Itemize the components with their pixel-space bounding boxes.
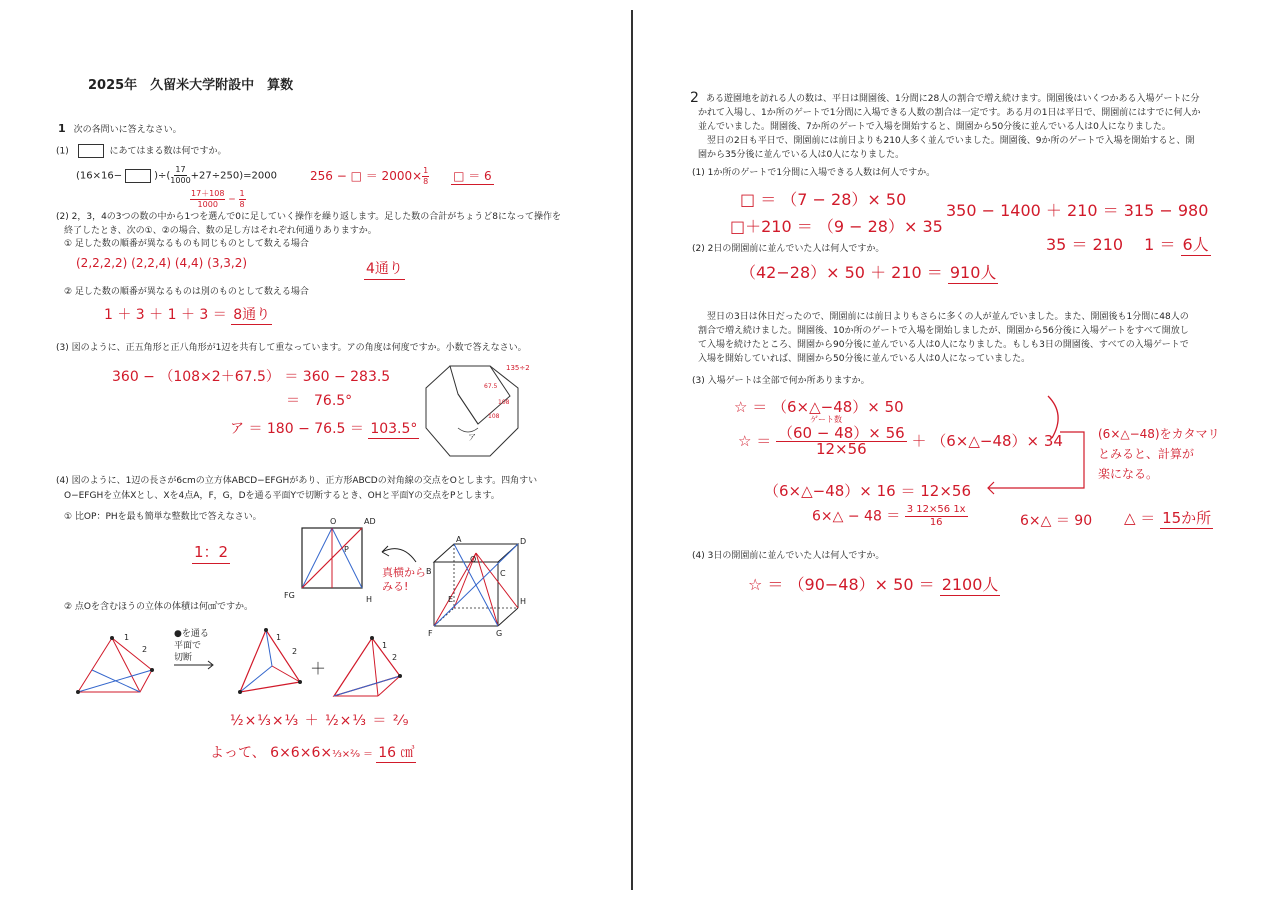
q1-p4-line1: 図のように、1辺の長さが6cmの立方体ABCD−EFGHがあり、正方形ABCDの対角線の交点をOとします。四角すい bbox=[71, 476, 538, 486]
pyramid-figure-3 bbox=[328, 632, 408, 702]
cube-edge bbox=[498, 608, 518, 626]
work3: ア ＝ 180 − 76.5 ＝ bbox=[230, 421, 364, 437]
work5: 1 ＝ bbox=[1144, 235, 1176, 254]
fig-note-135: 135÷2 bbox=[506, 364, 530, 372]
q1-p2-sub1: ① 足した数の順番が異なるものも同じものとして数える場合 bbox=[64, 239, 309, 249]
pyr2-blue bbox=[240, 666, 272, 692]
q2-p4-work-text: ☆ ＝ （90−48）× 50 ＝ bbox=[748, 575, 935, 594]
pyr1-vertex bbox=[76, 690, 80, 694]
q1-p4-final-answer: 16 ㎤ bbox=[378, 745, 415, 761]
w4-fraction bbox=[905, 504, 968, 529]
cube-red-line bbox=[476, 553, 518, 608]
pyr3-vertex bbox=[370, 636, 374, 640]
w6: △ ＝ bbox=[1124, 509, 1156, 527]
q2-p3-answer: 15か所 bbox=[1162, 509, 1212, 527]
bracket-curve bbox=[1048, 396, 1058, 438]
q1-p2-sub2-work bbox=[104, 304, 272, 324]
cut-note-2: 平面で bbox=[174, 641, 202, 651]
q1-p1-work bbox=[190, 189, 246, 210]
q1-p1-question bbox=[56, 144, 227, 159]
q1-p3-work2: ＝ 76.5° bbox=[286, 393, 353, 409]
q1-p2-sub1-answer: 4通り bbox=[364, 258, 405, 280]
q2-p3-work3: （6×△−48）× 16 ＝ 12×56 bbox=[764, 482, 972, 500]
pyr1-outline bbox=[78, 638, 152, 692]
octagon-shape bbox=[426, 366, 518, 456]
pyr3-label-2: 2 bbox=[392, 653, 398, 662]
q2-para1-line: かれて入場し、1か所のゲートで1分間に入場できる人数の割合は一定です。ある月の1日は平日で、開園前にはすでに何人か bbox=[698, 108, 1201, 118]
w2-num: （60 − 48）× 56 bbox=[778, 424, 905, 442]
pyr1-vertex bbox=[110, 636, 114, 640]
q1-p2-line1: 2，3，4の3つの数の中から1つを選んで0に足していく操作を繰り返します。足した数の合計がちょうど8になって操作を bbox=[71, 212, 561, 222]
plus-sign: ＋ bbox=[310, 659, 327, 678]
pyr3-blue bbox=[334, 676, 400, 696]
angle-arc bbox=[458, 428, 478, 432]
final-prefix: よって、 6×6×6× bbox=[210, 745, 333, 761]
pyr3-label-1: 1 bbox=[382, 641, 388, 650]
frac-num: 17 bbox=[175, 165, 186, 174]
q2-p2-label: (2) bbox=[692, 244, 705, 254]
q1-p1-answer-work bbox=[310, 166, 494, 187]
q1-p1-expression bbox=[76, 165, 277, 186]
q2-para2-line: 翌日の3日は休日だったので、開園前には前日よりもさらに多くの人が並んでいました。また、開園後も1分間に48人の bbox=[698, 312, 1189, 322]
q2-p3-work1: ☆ ＝ （6×△−48）× 50 bbox=[734, 398, 904, 416]
q2-p4-work bbox=[748, 572, 1000, 595]
cube-red-line bbox=[476, 553, 498, 626]
q2-p1-answer: 6人 bbox=[1182, 235, 1209, 254]
w4-num: 3 12×56 1x bbox=[906, 504, 966, 515]
sub2-work: 1 ＋ 3 ＋ 1 ＋ 3 ＝ bbox=[104, 307, 227, 323]
pyr2-vertex bbox=[298, 680, 302, 684]
angle-label-a: ア bbox=[468, 433, 476, 442]
cube-label-h: H bbox=[520, 597, 527, 606]
cube-label-d: D bbox=[520, 537, 527, 546]
q2-p3-work1-note: ゲート数 bbox=[810, 415, 842, 424]
q1-p4-sub1: ① 比OP：PHを最も簡単な整数比で答えなさい。 bbox=[64, 512, 262, 522]
pyr2-outline bbox=[240, 630, 300, 692]
side-arrow-head bbox=[382, 546, 389, 556]
q2-p1-text: 1か所のゲートで1分間に入場できる人数は何人ですか。 bbox=[707, 168, 936, 178]
q2-p1-label: (1) bbox=[692, 168, 705, 178]
page-divider bbox=[631, 10, 633, 890]
q1-p3-answer: 103.5° bbox=[370, 421, 418, 437]
fig-note-108b: 108 bbox=[488, 413, 500, 420]
fraction bbox=[170, 165, 190, 186]
pyramid-figure-1 bbox=[72, 630, 162, 696]
cube-label-a: A bbox=[456, 535, 462, 544]
q2-para1-rest bbox=[698, 106, 1201, 162]
q2-number: 2 bbox=[690, 90, 699, 106]
cube-label-c: C bbox=[500, 569, 506, 578]
pyr3-outline bbox=[334, 638, 400, 696]
q2-p1-work1: □ ＝ （7 − 28）× 50 bbox=[740, 190, 907, 209]
w2-den: 12×56 bbox=[815, 440, 867, 458]
side-line-blue2 bbox=[332, 528, 362, 588]
cut-note bbox=[174, 628, 209, 664]
expr-part-c: +27÷250)=2000 bbox=[190, 170, 277, 182]
w2-pre: ☆ ＝ bbox=[738, 432, 772, 450]
w2-post: ＋ （6×△−48）× 34 bbox=[911, 432, 1063, 450]
q2-p3-work4 bbox=[812, 504, 968, 529]
pyr1-label-2: 2 bbox=[142, 645, 148, 654]
q1-p2-label: (2) bbox=[56, 212, 69, 222]
side-label-h: H bbox=[366, 595, 373, 604]
q1-p3-label: (3) bbox=[56, 343, 69, 353]
q1-intro: 次の各問いに答えなさい。 bbox=[73, 125, 182, 135]
cube-label-e: E bbox=[448, 595, 454, 604]
side-note: 真横から みる! bbox=[382, 566, 426, 593]
pentagon-octagon-figure bbox=[418, 358, 548, 464]
page-title: 2025年 久留米大学附設中 算数 bbox=[88, 78, 294, 93]
expr-part-b: )÷( bbox=[154, 170, 171, 182]
w4: 6×△ − 48 ＝ bbox=[812, 508, 901, 525]
q2-para1-line: 園から35分後に並んでいる人は0人になりました。 bbox=[698, 150, 905, 160]
pyr1-label-1: 1 bbox=[124, 633, 130, 642]
q1-p1-answer: □ ＝ 6 bbox=[453, 169, 492, 183]
q1-p3-question bbox=[56, 341, 527, 355]
q2-p2-work-text: （42−28）× 50 ＋ 210 ＝ bbox=[740, 263, 943, 282]
q2-para2-line: 割合で増え続けました。開園後、10か所のゲートで入場を開始しましたが、開園から56分後に入場ゲートをすべて開放し bbox=[698, 326, 1189, 336]
answer-box bbox=[78, 144, 104, 158]
q2-p3-text: 入場ゲートは全部で何か所ありますか。 bbox=[707, 376, 870, 386]
pyr3-edge bbox=[372, 638, 378, 696]
pyramid-figure-2 bbox=[232, 626, 312, 698]
expr-part-a: (16×16− bbox=[76, 170, 123, 182]
q1-header bbox=[58, 122, 182, 137]
work-r-den: 8 bbox=[239, 200, 245, 209]
q2-p4-answer: 2100人 bbox=[941, 575, 999, 594]
q2-p1-question bbox=[692, 166, 935, 180]
q1-p1-label: (1) bbox=[56, 146, 69, 157]
q1-p2-sub1-work: (2,2,2,2) (2,2,4) (4,4) (3,3,2) bbox=[76, 256, 248, 270]
q1-p4-line2: O−EFGHを立体Xとし、Xを4点A，F，G，Dを通る平面Yで切断するとき、OHと平面Yの交点をPとします。 bbox=[64, 491, 500, 501]
q2-p2-text: 2日の開園前に並んでいた人は何人ですか。 bbox=[707, 244, 885, 254]
side-line-blue1 bbox=[302, 528, 332, 588]
q1-number: 1 bbox=[58, 122, 66, 135]
cut-note-1: ●を通る bbox=[174, 629, 209, 639]
fig-note-67: 67.5 bbox=[484, 383, 498, 390]
pyr2-vertex bbox=[238, 690, 242, 694]
q2-p1-work2: □＋210 ＝ （9 − 28）× 35 bbox=[730, 217, 943, 236]
pyr2-label-2: 2 bbox=[292, 647, 298, 656]
ans-fraction bbox=[422, 166, 429, 187]
side-label-p: P bbox=[344, 545, 349, 554]
fig-note-108a: 108 bbox=[498, 399, 510, 406]
q2-para1-lines bbox=[706, 92, 1199, 106]
q2-para1-line: 並んでいました。開園後、7か所のゲートで入場を開始すると、開園から50分後に並んでいる人は0人になりました。 bbox=[698, 122, 1171, 132]
cube-figure bbox=[424, 532, 534, 638]
cube-label-b: B bbox=[426, 567, 432, 576]
cube-label-f: F bbox=[428, 629, 433, 638]
w4-den: 16 bbox=[929, 517, 943, 528]
q2-p4-text: 3日の開園前に並んでいた人は何人ですか。 bbox=[707, 551, 885, 561]
q1-p3-work1: 360 − （108×2＋67.5） ＝ 360 − 283.5 bbox=[112, 369, 391, 385]
bracket-arrow bbox=[980, 392, 1100, 496]
ans-num: 1 bbox=[423, 166, 429, 175]
q2-para2-line: 入場を開始していれば、開園から50分後に並んでいる人は0人になっていました。 bbox=[698, 354, 1031, 364]
q1-p1-text: にあてはまる数は何ですか。 bbox=[109, 146, 227, 157]
cube-label-o: O bbox=[470, 555, 477, 564]
q1-p2-sub2: ② 足した数の順番が異なるものは別のものとして数える場合 bbox=[64, 287, 309, 297]
q2-para2 bbox=[698, 310, 1189, 366]
work-eq: ＝ bbox=[228, 195, 236, 204]
pyr2-label-1: 1 bbox=[276, 633, 282, 642]
q2-para2-line: て入場を続けたところ、開園から90分後に並んでいる人は0人になりました。もしも3日の開園後、すべての入場ゲートで bbox=[698, 340, 1189, 350]
side-label-o: O bbox=[330, 517, 337, 526]
w2-fraction bbox=[776, 426, 907, 457]
q1-p4-sub1-answer: 1：2 bbox=[192, 541, 230, 564]
q2-p3-work6 bbox=[1124, 507, 1213, 528]
cut-arrow bbox=[172, 660, 216, 670]
q1-p4-label: (4) bbox=[56, 476, 69, 486]
q1-p4-calc-line: ½×⅓×⅓ ＋ ½×⅓ ＝ ²⁄₉ bbox=[230, 713, 410, 729]
q2-p1-work4 bbox=[1046, 232, 1211, 255]
ans-den: 8 bbox=[423, 177, 429, 186]
q2-p3-side-note: (6×△−48)をカタマリ とみると、計算が 楽になる。 bbox=[1098, 427, 1220, 481]
ans-work: 256 − □ ＝ 2000× bbox=[310, 169, 423, 183]
q2-p3-label: (3) bbox=[692, 376, 705, 386]
frac-den: 1000 bbox=[170, 176, 191, 185]
q1-p3-text: 図のように、正五角形と正八角形が1辺を共有して重なっています。アの角度は何度ですか。小数で答えなさい。 bbox=[71, 343, 527, 353]
q2-para1-line: ある遊園地を訪れる人の数は、平日は開園後、1分間に28人の割合で増え続けます。開園後はいくつかある入場ゲートに分 bbox=[706, 94, 1200, 104]
work-den: 1000 bbox=[197, 200, 218, 209]
q2-p2-answer: 910人 bbox=[949, 263, 997, 282]
shared-edge bbox=[458, 394, 478, 424]
pyr1-vertex bbox=[150, 668, 154, 672]
pyr1-edge bbox=[112, 638, 140, 692]
work-fraction bbox=[190, 189, 225, 210]
q2-p2-question bbox=[692, 242, 884, 256]
answer-box bbox=[125, 169, 151, 183]
q1-p3-work3 bbox=[230, 418, 419, 438]
q1-p2-question bbox=[56, 210, 561, 224]
q2-p4-label: (4) bbox=[692, 551, 705, 561]
q1-p4-final: よって、 6×6×6×⅓×²⁄₉ ＝ 16 ㎤ bbox=[210, 745, 415, 761]
work-r-num: 1 bbox=[239, 189, 245, 198]
pyr1-blue bbox=[92, 670, 140, 692]
bracket-line bbox=[988, 432, 1084, 488]
q2-p2-work bbox=[740, 260, 998, 283]
q1-p2-line2: 終了したとき、次の①、②の場合、数の足し方はそれぞれ何通りありますか。 bbox=[64, 226, 377, 236]
cube-label-g: G bbox=[496, 629, 503, 638]
q2-p1-work3: 350 − 1400 ＋ 210 ＝ 315 − 980 bbox=[946, 201, 1209, 220]
q2-p3-work5: 6×△ ＝ 90 bbox=[1020, 513, 1093, 529]
q1-p4-sub2: ② 点Oを含むほうの立体の体積は何㎤ですか。 bbox=[64, 602, 254, 612]
q2-para1-line: 翌日の2日も平日で、開園前には前日よりも210人多く並んでいました。開園後、9か所のゲートで入場を開始すると、開 bbox=[698, 136, 1195, 146]
work-result bbox=[239, 189, 246, 210]
side-label-fg: FG bbox=[284, 591, 295, 600]
q2-p3-question bbox=[692, 374, 870, 388]
work4: 35 ＝ 210 bbox=[1046, 235, 1124, 254]
pyr2-vertex bbox=[264, 628, 268, 632]
pyr2-edge bbox=[272, 666, 300, 682]
side-label-ad: AD bbox=[364, 517, 376, 526]
cut-note-3: 切断 bbox=[174, 653, 193, 663]
q2-p4-question bbox=[692, 549, 884, 563]
work-num: 17＋108 bbox=[191, 189, 225, 198]
q1-p2-sub2-answer: 8通り bbox=[233, 307, 271, 323]
pyr3-vertex bbox=[398, 674, 402, 678]
q1-p4-question bbox=[56, 474, 537, 488]
